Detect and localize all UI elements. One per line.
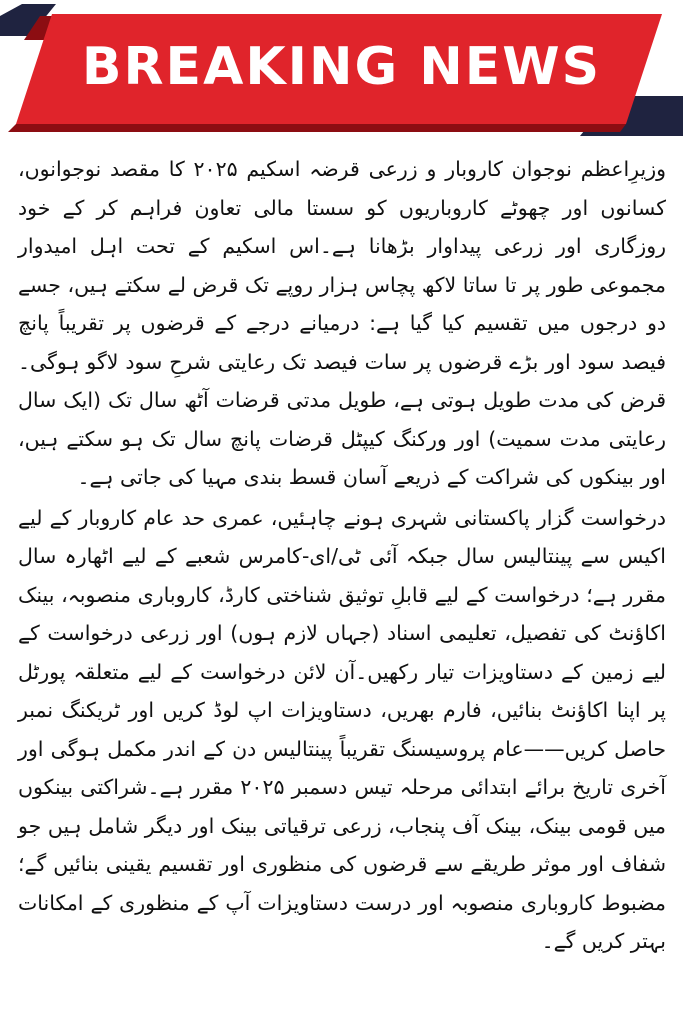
banner-title: BREAKING NEWS bbox=[81, 37, 602, 97]
banner-dark-red-bottom bbox=[8, 124, 626, 132]
article-body bbox=[18, 150, 666, 961]
breaking-news-banner bbox=[0, 0, 683, 140]
article-paragraph-2: درخواست گزار پاکستانی شہری ہونے چاہئیں، عمری حد عام کاروبار کے لیے اکیس سے پینتالیس سال جبکہ آئی ٹی/ای-کامرس شعبے کے لیے اٹھارہ سال مقرر ہے؛ درخواست کے لیے قابلِ توثیق شناختی کارڈ، کاروباری منصوبہ، بینک اکاؤنٹ کی تفصیل، تعلیمی اسناد (جہاں لازم ہوں) اور زرعی درخواست کے لیے زمین کے دستاویزات تیار رکھیں۔آن لائن درخواست کے لیے متعلقہ پورٹل پر اپنا اکاؤنٹ بنائیں، فارم بھریں، دستاویزات اپ لوڈ کریں اور ٹریکنگ نمبر حاصل کریں——عام پروسیسنگ تقریباً پینتالیس دن کے اندر مکمل ہوگی اور آخری تاریخ برائے ابتدائی مرحلہ تیس دسمبر ۲۰۲۵ مقرر ہے۔شراکتی بینکوں میں قومی بینک، بینک آف پنجاب، زرعی ترقیاتی بینک اور دیگر شامل ہیں جو شفاف اور موثر طریقے سے قرضوں کی منظوری اور تقسیم یقینی بنائیں گے؛ مضبوط کاروباری منصوبہ اور درست دستاویزات آپ کے منظوری کے امکانات بہتر کریں گے۔ bbox=[18, 505, 666, 953]
article-paragraph-1: وزیرِاعظم نوجوان کاروبار و زرعی قرضہ اسکیم ۲۰۲۵ کا مقصد نوجوانوں، کسانوں اور چھوٹے کاروباریوں کو سستا مالی تعاون فراہم کر کے خود روزگاری اور زرعی پیداوار بڑھانا ہے۔اس اسکیم کے تحت اہل امیدوار مجموعی طور پر تا ساتا لاکھ پچاس ہزار روپے تک قرض لے سکتے ہیں، جسے دو درجوں میں تقسیم کیا گیا ہے: درمیانے درجے کے قرضوں پر تقریباً پانچ فیصد سود اور بڑے قرضوں پر سات فیصد تک رعایتی شرحِ سود لاگو ہوگی۔قرض کی مدت طویل ہوتی ہے، طویل مدتی قرضات آٹھ سال تک (ایک سال رعایتی مدت سمیت) اور ورکنگ کیپٹل قرضات پانچ سال تک ہو سکتے ہیں، اور بینکوں کی شراکت کے ذریعے آسان قسط بندی مہیا کی جاتی ہے۔ bbox=[18, 157, 666, 489]
